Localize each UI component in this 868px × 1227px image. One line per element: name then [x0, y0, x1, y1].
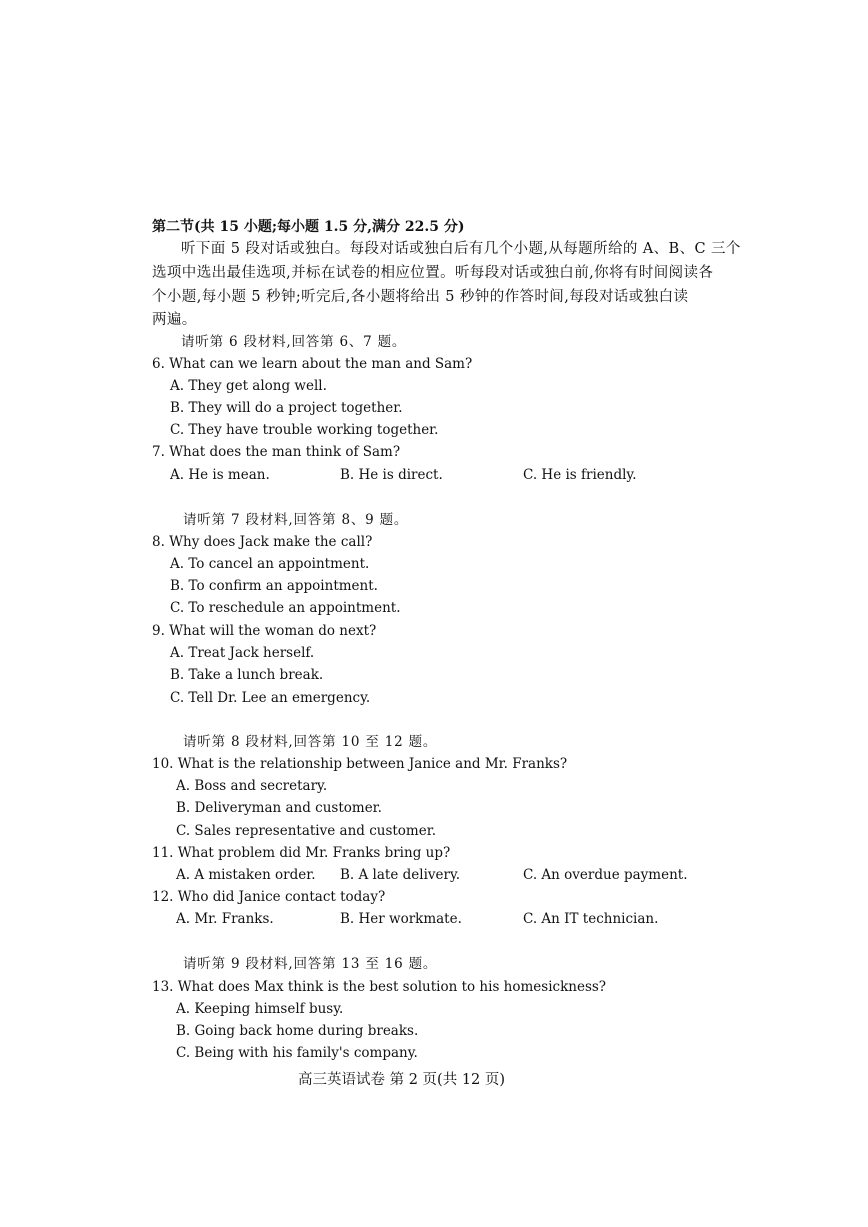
option-c: C. An IT technician.: [523, 911, 659, 927]
option-b: B. Deliveryman and customer.: [176, 800, 382, 816]
intro-line: 两遍。: [152, 312, 197, 328]
option-c: C. An overdue payment.: [523, 867, 688, 883]
option-a: A. Treat Jack herself.: [170, 645, 315, 661]
option-a: A. Boss and secretary.: [176, 778, 328, 794]
option-c: C. They have trouble working together.: [170, 422, 439, 438]
option-c: C. To reschedule an appointment.: [170, 600, 401, 616]
question-stem: 13. What does Max think is the best solution to his homesickness?: [152, 979, 607, 995]
option-c: C. Being with his family's company.: [176, 1045, 418, 1061]
question-stem: 7. What does the man think of Sam?: [152, 444, 401, 460]
question-stem: 11. What problem did Mr. Franks bring up?: [152, 845, 451, 861]
question-stem: 10. What is the relationship between Janice and Mr. Franks?: [152, 756, 568, 772]
listening-instruction: 请听第 7 段材料,回答第 8、9 题。: [183, 512, 409, 528]
section-heading: 第二节(共 15 小题;每小题 1.5 分,满分 22.5 分): [152, 219, 465, 235]
option-a: A. Keeping himself busy.: [176, 1001, 344, 1017]
question-stem: 12. Who did Janice contact today?: [152, 889, 386, 905]
option-b: B. Her workmate.: [340, 911, 462, 927]
option-b: B. Going back home during breaks.: [176, 1023, 419, 1039]
question-stem: 6. What can we learn about the man and Sam?: [152, 356, 473, 372]
listening-instruction: 请听第 6 段材料,回答第 6、7 题。: [181, 334, 407, 350]
listening-instruction: 请听第 9 段材料,回答第 13 至 16 题。: [183, 956, 438, 972]
option-c: C. Tell Dr. Lee an emergency.: [170, 690, 371, 706]
option-b: B. They will do a project together.: [170, 400, 403, 416]
option-b: B. To confirm an appointment.: [170, 578, 378, 594]
option-a: A. A mistaken order.: [176, 867, 316, 883]
option-a: A. Mr. Franks.: [176, 911, 274, 927]
question-stem: 8. Why does Jack make the call?: [152, 534, 373, 550]
option-b: B. He is direct.: [340, 467, 443, 483]
option-b: B. A late delivery.: [340, 867, 461, 883]
option-a: A. To cancel an appointment.: [170, 556, 370, 572]
intro-line: 听下面 5 段对话或独白。每段对话或独白后有几个小题,从每题所给的 A、B、C 三个: [181, 241, 741, 257]
option-a: A. He is mean.: [170, 467, 270, 483]
option-c: C. Sales representative and customer.: [176, 823, 436, 839]
page-footer: 高三英语试卷 第 2 页(共 12 页): [298, 1072, 506, 1088]
question-stem: 9. What will the woman do next?: [152, 623, 377, 639]
option-a: A. They get along well.: [170, 378, 327, 394]
option-b: B. Take a lunch break.: [170, 667, 324, 683]
listening-instruction: 请听第 8 段材料,回答第 10 至 12 题。: [183, 734, 438, 750]
intro-line: 选项中选出最佳选项,并标在试卷的相应位置。听每段对话或独白前,你将有时间阅读各: [152, 265, 714, 281]
intro-line: 个小题,每小题 5 秒钟;听完后,各小题将给出 5 秒钟的作答时间,每段对话或独白读: [152, 289, 689, 305]
option-c: C. He is friendly.: [523, 467, 637, 483]
